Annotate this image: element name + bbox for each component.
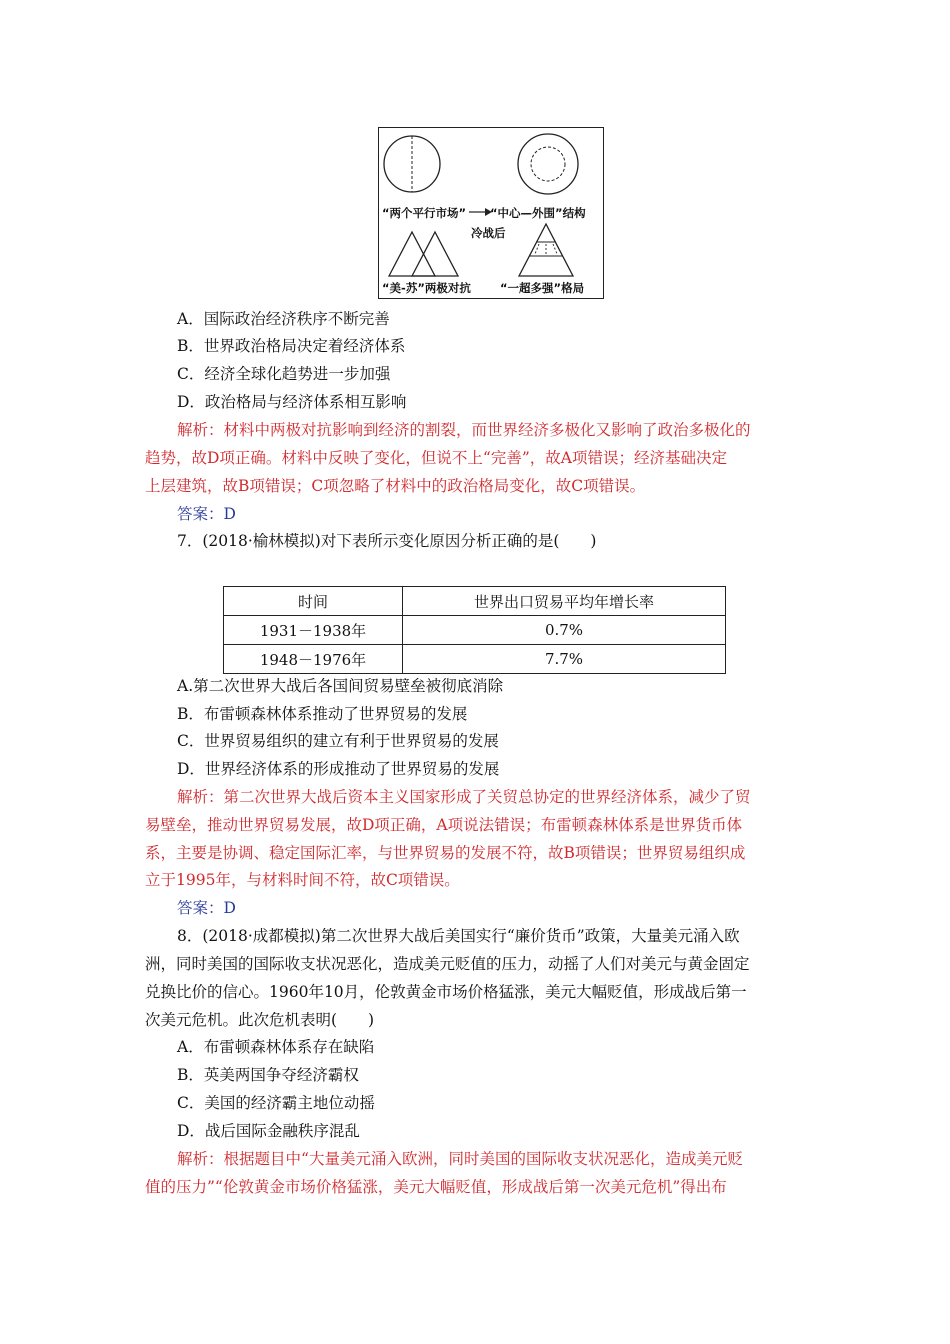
table-cell-period: 1931－1938年	[224, 616, 403, 645]
q6-analysis-line-3: 上层建筑，故B项错误；C项忽略了材料中的政治格局变化，故C项错误。	[145, 477, 646, 495]
q7-option-a: A.第二次世界大战后各国间贸易壁垒被彻底消除	[177, 677, 504, 695]
q7-analysis-line-2: 易壁垒，推动世界贸易发展，故D项正确，A项说法错误；布雷顿森林体系是世界货币体	[145, 816, 743, 834]
label-us-ussr: “美-苏”两极对抗	[382, 281, 471, 295]
q7-analysis-line-3: 系，主要是协调、稳定国际汇率，与世界贸易的发展不符，故B项错误；世界贸易组织成	[145, 844, 746, 862]
label-one-superpower: “一超多强”格局	[500, 281, 585, 295]
circle-outer	[518, 134, 578, 194]
q6-analysis-line-1: 解析：材料中两极对抗影响到经济的割裂，而世界经济多极化又影响了政治多极化的	[177, 421, 751, 439]
q6-option-c: C．经济全球化趋势进一步加强	[177, 365, 391, 383]
q7-option-d: D．世界经济体系的形成推动了世界贸易的发展	[177, 760, 500, 778]
q8-stem-line-4: 次美元危机。此次危机表明( )	[145, 1011, 375, 1029]
q7-analysis-line-1: 解析：第二次世界大战后资本主义国家形成了关贸总协定的世界经济体系，减少了贸	[177, 788, 751, 806]
q6-answer: 答案：D	[177, 505, 236, 523]
table-header-row	[224, 587, 726, 616]
triangle-right	[412, 232, 458, 276]
q8-option-c: C．美国的经济霸主地位动摇	[177, 1094, 375, 1112]
q6-option-a: A．国际政治经济秩序不断完善	[177, 310, 390, 328]
q7-answer: 答案：D	[177, 899, 236, 917]
q6-analysis-line-2: 趋势，故D项正确。材料中反映了变化，但说不上“完善”，故A项错误；经济基础决定	[145, 449, 727, 467]
q8-analysis-label: 解析：	[177, 1150, 224, 1168]
q8-stem-line-2: 洲，同时美国的国际收支状况恶化，造成美元贬值的压力，动摇了人们对美元与黄金固定	[145, 955, 750, 973]
table-row	[224, 645, 726, 674]
q6-analysis-label: 解析：	[177, 421, 224, 439]
q8-analysis-line-2: 值的压力”“伦敦黄金市场价格猛涨，美元大幅贬值，形成战后第一次美元危机”得出布	[145, 1178, 727, 1196]
q8-analysis-line-1: 解析：根据题目中“大量美元涌入欧洲，同时美国的国际收支状况恶化，造成美元贬	[177, 1150, 743, 1168]
q7-option-c: C．世界贸易组织的建立有利于世界贸易的发展	[177, 732, 499, 750]
table-cell-rate: 7.7%	[403, 645, 726, 674]
label-two-markets: “两个平行市场”	[382, 206, 467, 220]
structure-diagram	[378, 127, 604, 299]
table-cell-period: 1948－1976年	[224, 645, 403, 674]
q6-option-b: B．世界政治格局决定着经济体系	[177, 337, 406, 355]
table-header-rate: 世界出口贸易平均年增长率	[403, 587, 726, 616]
q8-stem-line-1: 8．(2018·成都模拟)第二次世界大战后美国实行“廉价货币”政策，大量美元涌入欧	[177, 927, 740, 945]
trade-growth-table	[223, 586, 726, 674]
pyramid-dash-1	[535, 244, 539, 254]
pyramid-dash-3	[553, 244, 557, 254]
q7-analysis-label: 解析：	[177, 788, 224, 806]
circle-inner-dashed	[531, 147, 565, 181]
table-header-time: 时间	[224, 587, 403, 616]
q8-option-a: A．布雷顿森林体系存在缺陷	[177, 1038, 375, 1056]
table-cell-rate: 0.7%	[403, 616, 726, 645]
q7-analysis-line-4: 立于1995年，与材料时间不符，故C项错误。	[145, 871, 460, 889]
table-row	[224, 616, 726, 645]
q7-stem: 7．(2018·榆林模拟)对下表所示变化原因分析正确的是( )	[177, 532, 597, 550]
q8-option-b: B．英美两国争夺经济霸权	[177, 1066, 359, 1084]
triangle-left	[389, 232, 435, 276]
label-center-periphery: “中心—外围”结构	[490, 206, 586, 220]
q8-stem-line-3: 兑换比价的信心。1960年10月，伦敦黄金市场价格猛涨，美元大幅贬值，形成战后第一	[145, 983, 747, 1001]
q6-option-d: D．政治格局与经济体系相互影响	[177, 393, 407, 411]
q8-option-d: D．战后国际金融秩序混乱	[177, 1122, 360, 1140]
q7-option-b: B．布雷顿森林体系推动了世界贸易的发展	[177, 705, 468, 723]
label-post-cold-war: 冷战后	[471, 226, 506, 240]
